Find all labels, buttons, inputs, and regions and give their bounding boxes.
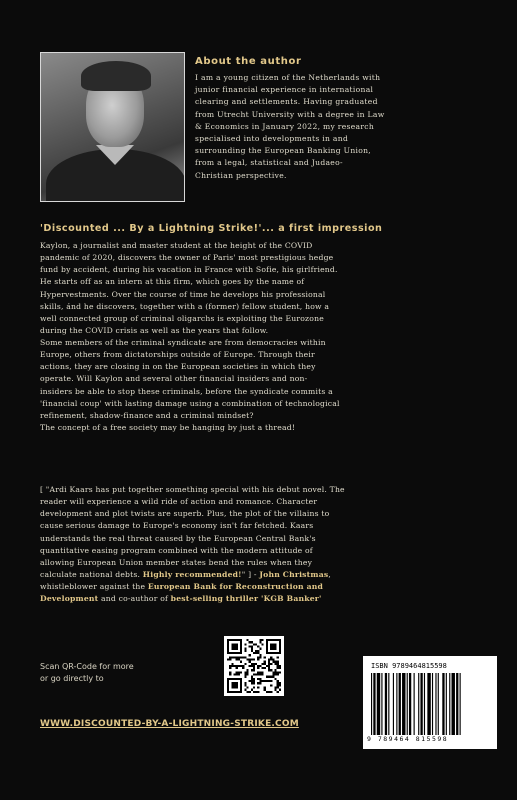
isbn-barcode: [363, 656, 497, 749]
review-quote-line-10: Development and co-author of best-selling thriller 'KGB Banker': [40, 594, 322, 604]
review-quote-line-8: calculate national debts. Highly recommended!" ] - John Christmas,: [40, 570, 331, 580]
review-quote: [ "Ardi Kaars has put together something special with his debut novel. The reader will experience a wild ride of action and romance. Character development and plot twists are superb. Plus, the plot of the villains to cause serious damage to Europe's economy isn't far fetched. Kaars understands the real threat caused by the European Central Bank's quantitative easing program combined with the modern attitude of allowing European Union member states bend the rules when they calculate national debts. Highly recommended!" ] - John Christmas, whistleblower against the European Bank for Reconstruction and Development and co-author of best-selling thriller 'KGB Banker': [40, 484, 488, 606]
reviewer-name: John Christmas: [259, 570, 329, 580]
qr-code-icon: [227, 639, 281, 693]
scan-instructions: Scan QR-Code for more or go directly to: [40, 662, 134, 683]
qr-code[interactable]: [224, 636, 284, 696]
website-link[interactable]: WWW.DISCOUNTED-BY-A-LIGHTNING-STRIKE.COM: [40, 719, 299, 729]
review-quote-line-9: whistleblower against the European Bank for Reconstruction and: [40, 582, 324, 592]
author-photo: [40, 52, 185, 202]
isbn-label: ISBN 9789464815598: [371, 662, 447, 670]
barcode-icon: [371, 673, 489, 735]
first-impression-heading: 'Discounted ... By a Lightning Strike!'... a first impression: [40, 223, 383, 234]
barcode-digits: 9 789464 815598: [367, 735, 449, 743]
about-author-text: I am a young citizen of the Netherlands with junior financial experience in international clearing and settlements. Having graduated from Utrecht University with a degree in Law & Economics in January 2022, my research specialised into developments in and surrounding the European Banking Union, from a legal, statistical and Judaeo- Christian perspective.: [195, 73, 385, 180]
synopsis-paragraph-1: Kaylon, a journalist and master student at the height of the COVID pandemic of 2020, discovers the owner of Paris' most prestigious hedge fund by accident, during his vacation in France with Sofie, his girlfriend. He starts off as an intern at this firm, which goes by the name of Hypervestments. Over the course of time he develops his professional skills, ánd he discovers, together with a (former) fellow student, how a well connected group of criminal oligarchs is exploiting the Eurozone during the COVID crisis as well as the years that follow.: [40, 241, 338, 336]
synopsis-paragraph-2: Some members of the criminal syndicate are from democracies within Europe, others from dictatorships outside of Europe. Through their actions, they are closing in on the European societies in which they operate. Will Kaylon and several other financial insiders and non- insiders be able to stop these criminals, before the syndicate commits a 'financial coup' with lasting damage using a combination of technological refinement, shadow-finance and a criminal mindset? The concept of a free society may be hanging by just a thread!: [40, 338, 340, 433]
bank-name-text: European Bank for Reconstruction and: [147, 582, 324, 592]
highly-recommended-text: Highly recommended!: [142, 570, 242, 580]
about-author-heading: About the author: [195, 56, 302, 67]
kgb-banker-text: best-selling thriller 'KGB Banker': [170, 594, 322, 604]
